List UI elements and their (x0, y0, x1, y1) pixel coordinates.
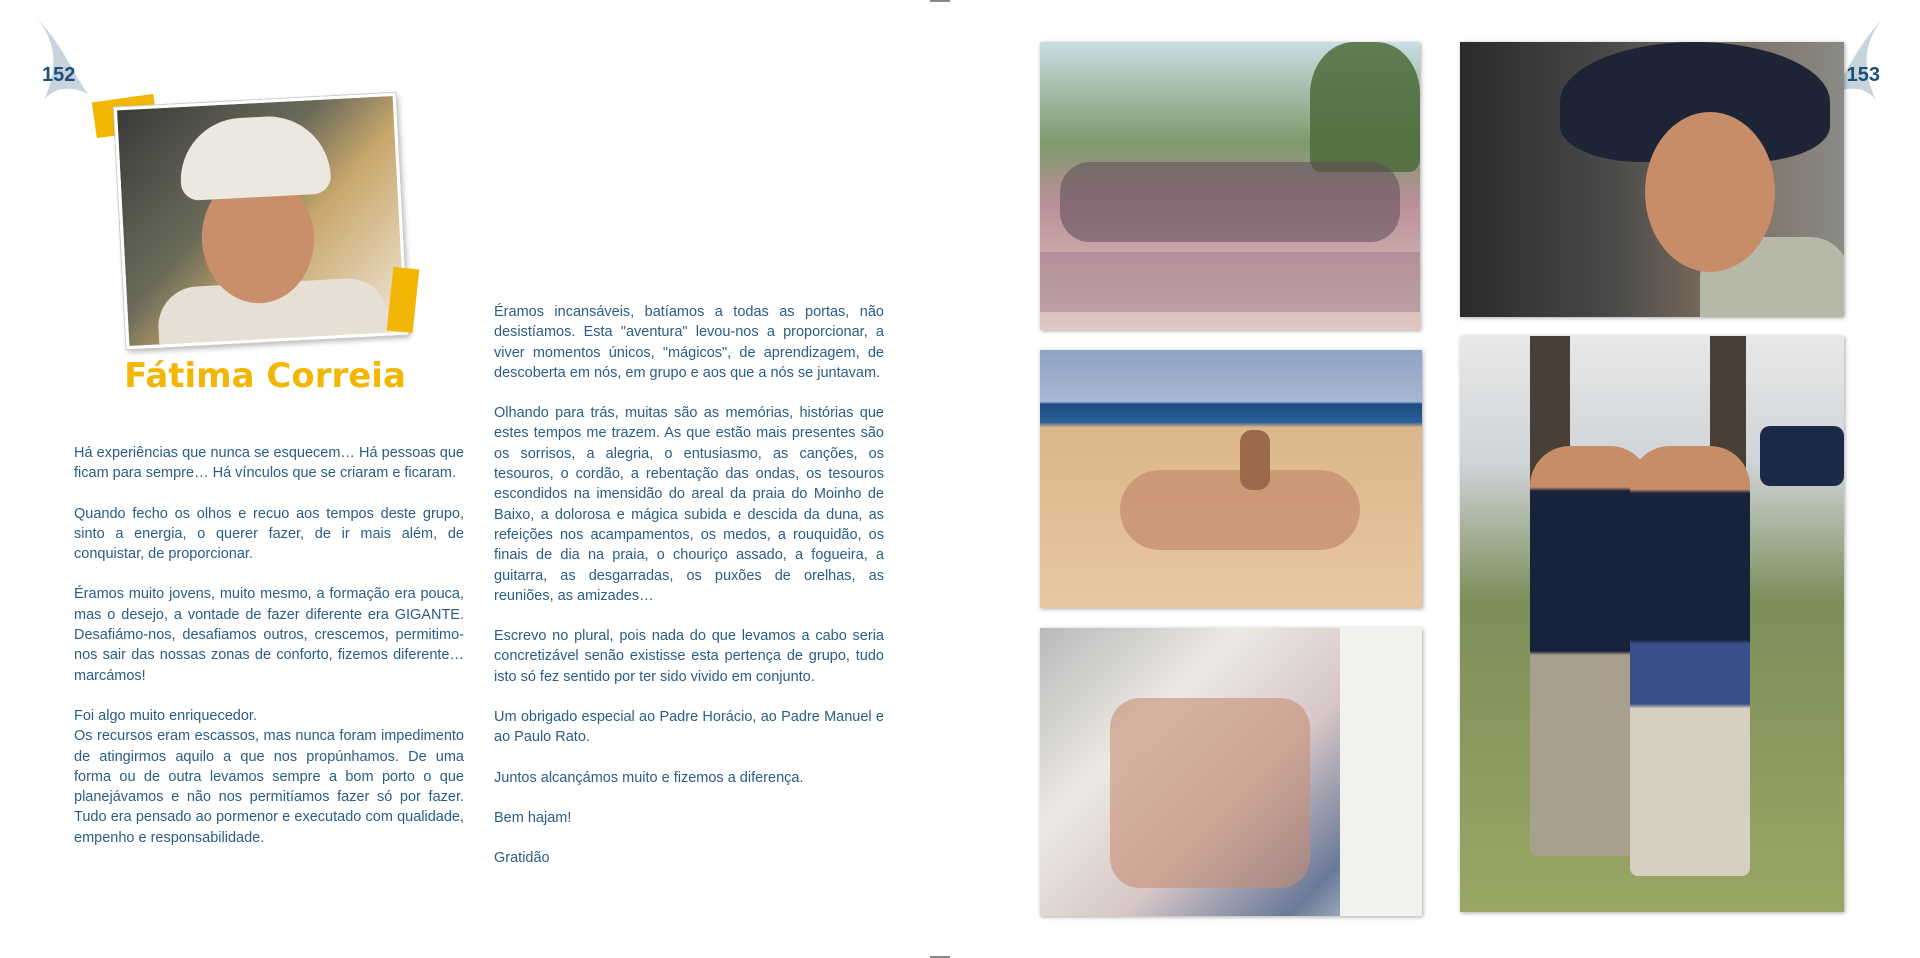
paragraph: Foi algo muito enriquecedor. Os recursos eram escassos, mas nunca foram impedimento de atingirmos aquilo a que nos propúnhamos. De uma forma ou de outra levamos sempre a bom porto o que planejávamos e não nos permitíamos fazer só por fazer. Tudo era pensado ao pormenor e executado com qualidade, empenho e responsabilidade. (74, 707, 464, 846)
paragraph: Juntos alcançámos muito e fizemos a diferença. (494, 769, 804, 786)
photo-woman-hat (1460, 42, 1844, 317)
page-number-left: 152 (42, 64, 76, 86)
paragraph: Quando fecho os olhos e recuo aos tempos deste grupo, sinto a energia, o querer fazer, de ir mais além, de conquistar, de proporcionar. (74, 505, 464, 563)
portrait-photo (114, 93, 408, 349)
paragraph: Éramos incansáveis, batíamos a todas as portas, não desistíamos. Esta "aventura" levou-nos a proporcionar, a viver momentos únicos, "mágicos", de aprendizagem, de descoberta em nós, em grupo e aos que a nós se juntavam. (494, 304, 884, 381)
paragraph: Éramos muito jovens, muito mesmo, a formação era pouca, mas o desejo, a vontade de fazer diferente era GIGANTE. Desafiámo-nos, desafiamos outros, crescemos, permitimo-nos sair das nossas zonas de conforto, fizemos diferente… marcámos! (74, 586, 464, 684)
paragraph: Olhando para trás, muitas são as memórias, histórias que estes tempos me trazem. As que estão mais presentes são os sorrisos, a alegria, o entusiasmo, as canções, os tesouros, o cordão, a rebentação das ondas, os tesouros escondidos na imensidão do areal da praia do Moinho de Baixo, a dolorosa e mágica subida e descida da duna, as refeições nos acampamentos, os medos, a rouquidão, os finais de dia na praia, o chouriço assado, a fogueira, a guitarra, as desgarradas, os puxões de orelhas, as reuniões, as amizades… (494, 405, 884, 604)
photo-beach-group (1040, 350, 1422, 608)
gutter-mark-top (930, 0, 950, 2)
text-column-1 (74, 443, 464, 868)
photo-two-girls (1460, 336, 1844, 912)
photo-bicycles (1040, 42, 1420, 330)
paragraph: Escrevo no plural, pois nada do que levamos a cabo seria concretizável senão existisse esta pertença de grupo, tudo isto só fez sentido por ter sido vivido em conjunto. (494, 628, 884, 685)
paragraph: Um obrigado especial ao Padre Horácio, ao Padre Manuel e ao Paulo Rato. (494, 709, 884, 746)
paragraph: Gratidão (494, 850, 550, 867)
paragraph: Há experiências que nunca se esquecem… Há pessoas que ficam para sempre… Há vínculos que se criaram e ficaram. (74, 445, 464, 482)
paragraph: Bem hajam! (494, 809, 572, 826)
text-column-2 (494, 302, 884, 889)
photo-indoor-group (1040, 628, 1422, 916)
page-number-right: 153 (1846, 64, 1880, 86)
bird-icon (22, 12, 92, 102)
tape-decoration (387, 267, 420, 333)
person-name: Fátima Correia (124, 356, 406, 396)
